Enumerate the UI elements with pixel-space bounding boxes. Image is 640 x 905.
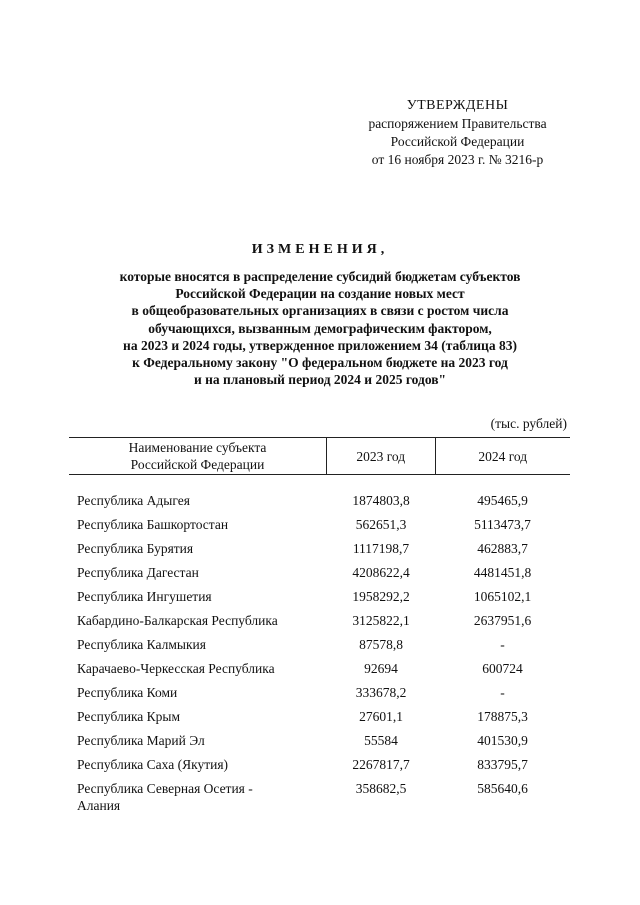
approval-heading: УТВЕРЖДЕНЫ: [406, 98, 509, 113]
cell-2024: 2637951,6: [473, 613, 532, 628]
cell-2023: 2267817,7: [352, 757, 410, 772]
cell-region: Республика Саха (Якутия): [77, 757, 229, 772]
approval-line-3: от 16 ноября 2023 г. № 3216-р: [371, 152, 544, 167]
cell-region: Республика Бурятия: [77, 541, 194, 556]
cell-region-line-1: Республика Северная Осетия -: [77, 781, 253, 796]
cell-2023: 87578,8: [359, 637, 403, 652]
subtitle-line: и на плановый период 2024 и 2025 годов": [193, 372, 447, 388]
cell-2023: 3125822,1: [352, 613, 410, 628]
cell-2023: 333678,2: [355, 685, 407, 700]
cell-2023: 1958292,2: [352, 589, 410, 604]
cell-2023: 562651,3: [355, 517, 407, 532]
cell-2024: 462883,7: [477, 541, 528, 556]
cell-region: Республика Адыгея: [77, 493, 190, 508]
subtitle-line: в общеобразовательных организациях в связи с ростом числа: [131, 303, 509, 319]
table-row: [69, 492, 570, 516]
cell-2024: 833795,7: [477, 757, 528, 772]
document-title: ИЗМЕНЕНИЯ,: [251, 242, 389, 257]
subtitle-line: которые вносятся в распределение субсидий бюджетам субъектов: [119, 269, 521, 284]
cell-2023: 92694: [364, 661, 398, 676]
table-row: [69, 732, 570, 756]
table-row: [69, 684, 570, 708]
cell-region: Республика Дагестан: [77, 565, 199, 580]
table-row: [69, 588, 570, 612]
header-region-line-2: Российской Федерации: [130, 457, 265, 472]
subtitle-line: к Федеральному закону "О федеральном бюджете на 2023 год: [132, 355, 508, 371]
cell-2023: 1874803,8: [352, 493, 410, 508]
table-row: [69, 636, 570, 660]
header-2023: 2023 год: [326, 438, 435, 474]
table-row: [69, 660, 570, 684]
cell-2024: 1065102,1: [473, 589, 532, 604]
subtitle-line: на 2023 и 2024 годы, утвержденное приложением 34 (таблица 83): [123, 337, 517, 353]
approval-stamp: [340, 97, 575, 169]
table-body: [69, 492, 570, 814]
approval-line-1: распоряжением Правительства: [368, 116, 547, 131]
cell-region: Республика Крым: [77, 709, 181, 724]
cell-region: Республика Башкортостан: [77, 517, 229, 532]
cell-region-line-2: Алания: [77, 798, 121, 813]
cell-region: Республика Коми: [77, 685, 178, 700]
cell-region: Кабардино-Балкарская Республика: [77, 613, 278, 628]
cell-2024: 401530,9: [477, 733, 528, 748]
cell-2024: -: [500, 637, 505, 652]
table-row: [69, 540, 570, 564]
subsidy-table: [69, 437, 570, 814]
cell-region: Карачаево-Черкесская Республика: [77, 661, 275, 676]
cell-2023: 4208622,4: [352, 565, 410, 580]
cell-region: Республика Калмыкия: [77, 637, 206, 652]
subtitle-line: Российской Федерации на создание новых мест: [175, 286, 465, 302]
header-2024: 2024 год: [435, 438, 570, 474]
subtitle-line: обучающихся, вызванным демографическим фактором,: [148, 320, 492, 336]
table-row: [69, 708, 570, 732]
units-label: (тыс. рублей): [490, 416, 567, 431]
cell-2024: 178875,3: [477, 709, 528, 724]
approval-line-2: Российской Федерации: [390, 134, 525, 149]
header-region-line-1: Наименование субъекта: [128, 440, 267, 455]
table-row: [69, 756, 570, 780]
document-subtitle: [70, 268, 570, 388]
table-row: [69, 612, 570, 636]
table-row: [69, 516, 570, 540]
cell-2024: 4481451,8: [473, 565, 532, 580]
cell-2023: 1117198,7: [352, 541, 410, 556]
cell-2024: 600724: [482, 661, 523, 676]
cell-2024: 585640,6: [477, 781, 528, 796]
table-row: [69, 780, 570, 814]
cell-2024: 495465,9: [477, 493, 528, 508]
table-row: [69, 564, 570, 588]
cell-region: Республика Ингушетия: [77, 589, 212, 604]
cell-region: Республика Марий Эл: [77, 733, 205, 748]
cell-2024: -: [500, 685, 505, 700]
table-header: [69, 437, 570, 475]
header-region: [69, 438, 326, 474]
cell-2023: 27601,1: [359, 709, 403, 724]
cell-2023: 55584: [364, 733, 398, 748]
cell-region: [69, 780, 327, 814]
cell-2023: 358682,5: [355, 781, 407, 796]
cell-2024: 5113473,7: [474, 517, 531, 532]
